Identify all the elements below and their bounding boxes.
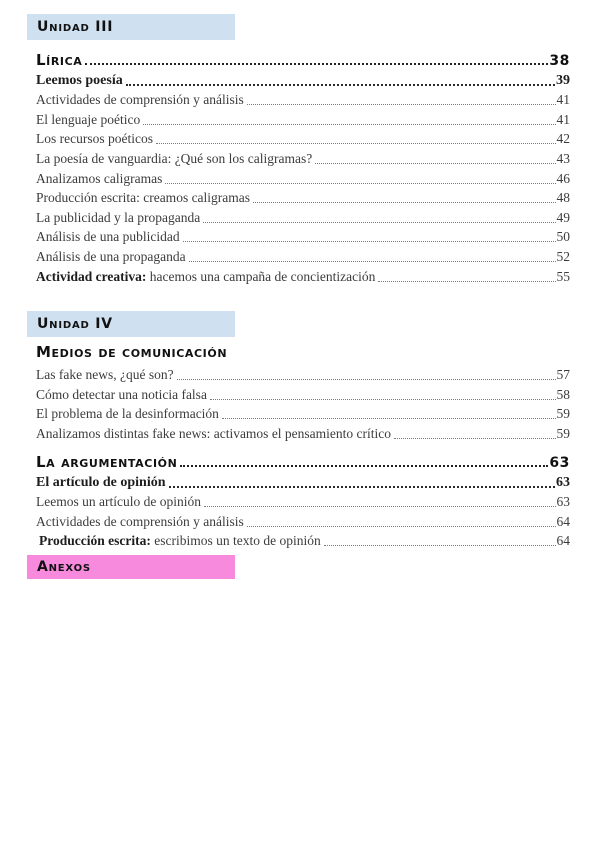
- toc-entry: [36, 510, 570, 530]
- toc-entry: [36, 422, 570, 442]
- toc-entry: [36, 265, 570, 285]
- toc-entry-page: 57: [556, 367, 570, 383]
- anexos-box-label: Anexos: [37, 559, 91, 576]
- dot-leader: [180, 465, 548, 467]
- unit-box-label: Unidad IV: [37, 315, 113, 332]
- dot-leader: [394, 438, 555, 439]
- unit-box-label: Unidad III: [37, 19, 114, 35]
- toc-entry-page: 46: [556, 170, 570, 186]
- unit-box-unidad-4: [27, 311, 235, 337]
- dot-leader: [189, 261, 556, 262]
- toc-entry-label: La poesía de vanguardia: ¿Qué son los caligramas?: [36, 150, 313, 166]
- toc-entry: [36, 147, 570, 167]
- dot-leader: [156, 143, 556, 144]
- toc-entry: [36, 167, 570, 187]
- toc-entry-page: 39: [556, 72, 570, 88]
- toc-entry-page: 49: [556, 209, 570, 225]
- dot-leader: [203, 222, 555, 223]
- toc-entry-page: 38: [549, 53, 570, 69]
- toc-entry: [36, 89, 570, 109]
- toc-entry: [36, 206, 570, 226]
- toc-entry-page: 64: [556, 513, 570, 529]
- toc-entry: [36, 226, 570, 246]
- dot-leader: [85, 63, 548, 65]
- toc-entry-label: Actividades de comprensión y análisis: [36, 513, 244, 529]
- toc-entry-page: 58: [556, 386, 570, 402]
- toc-entry-page: 64: [556, 533, 570, 549]
- toc-entry-label: Actividades de comprensión y análisis: [36, 92, 244, 108]
- toc-entry-page: 59: [556, 406, 570, 422]
- toc-entry-label: El problema de la desinformación: [36, 406, 219, 422]
- toc-entry: [36, 108, 570, 128]
- dot-leader: [169, 486, 555, 488]
- toc-entry: [36, 383, 570, 403]
- dot-leader: [247, 104, 556, 105]
- toc-entry-bold-prefix: Actividad creativa:: [36, 268, 147, 284]
- toc-entry-label: Análisis de una propaganda: [36, 248, 186, 264]
- toc-entry-page: 63: [556, 494, 570, 510]
- toc-entry-label: La publicidad y la propaganda: [36, 209, 201, 225]
- section-header-label: Medios de comunicación: [36, 342, 228, 361]
- toc-entry: [36, 128, 570, 148]
- toc-entry: [36, 403, 570, 423]
- toc-entry-page: 63: [549, 454, 570, 471]
- toc-entry-page: 43: [556, 150, 570, 166]
- toc-entry-rest: escribimos un texto de opinión: [154, 533, 321, 549]
- toc-entry-label: Análisis de una publicidad: [36, 229, 180, 245]
- toc-entry-page: 41: [556, 92, 570, 108]
- toc-entry-label: Las fake news, ¿qué son?: [36, 367, 174, 383]
- toc-entry-page: 52: [556, 248, 570, 264]
- toc-entry: [36, 449, 570, 471]
- toc-entry-label: Producción escrita: creamos caligramas: [36, 190, 251, 206]
- dot-leader: [165, 183, 555, 184]
- toc-entry: [36, 364, 570, 384]
- toc-entry-page: 41: [556, 111, 570, 127]
- dot-leader: [143, 124, 555, 125]
- dot-leader: [315, 163, 555, 164]
- dot-leader: [177, 379, 556, 380]
- toc-entry-label: Analizamos distintas fake news: activamos el pensamiento crítico: [36, 425, 392, 441]
- anexos-box: [27, 555, 235, 579]
- toc-entry-page: 48: [556, 190, 570, 206]
- dot-leader: [222, 418, 556, 419]
- toc-entry-label: El artículo de opinión: [36, 474, 166, 490]
- toc-entry: [36, 471, 570, 491]
- section-header: [36, 343, 570, 361]
- toc-entry-label: Leemos un artículo de opinión: [36, 494, 201, 510]
- toc-entry-label: La argumentación: [36, 452, 178, 471]
- dot-leader: [204, 506, 556, 507]
- toc-entry-label: Leemos poesía: [36, 72, 123, 88]
- toc-entry: [36, 69, 570, 89]
- toc-entry-page: 42: [556, 131, 570, 147]
- toc-entry: [36, 187, 570, 207]
- toc-entry-page: 50: [556, 229, 570, 245]
- toc-entry-label: [36, 269, 375, 285]
- dot-leader: [324, 545, 556, 546]
- toc-entry: [36, 491, 570, 511]
- toc-entry-bold-prefix: Producción escrita:: [39, 533, 151, 549]
- toc-entry-rest: hacemos una campaña de concientización: [149, 268, 376, 284]
- toc-entry: [36, 530, 570, 550]
- toc-entry-label: [39, 533, 321, 549]
- toc-entry-page: 63: [556, 474, 570, 490]
- toc-entry-label: Analizamos caligramas: [36, 170, 163, 186]
- dot-leader: [378, 281, 555, 282]
- toc-entry-label: Cómo detectar una noticia falsa: [36, 386, 207, 402]
- toc-entry: [36, 47, 570, 69]
- toc-entry-page: 55: [556, 268, 570, 284]
- dot-leader: [253, 202, 555, 203]
- toc-entry-label: Lírica: [36, 51, 83, 69]
- toc-entry-page: 59: [556, 425, 570, 441]
- toc-entry: [36, 245, 570, 265]
- dot-leader: [247, 526, 556, 527]
- dot-leader: [126, 84, 555, 86]
- unit-box-unidad-3: [27, 14, 235, 40]
- dot-leader: [210, 399, 556, 400]
- toc-entry-label: El lenguaje poético: [36, 111, 141, 127]
- toc-entry-label: Los recursos poéticos: [36, 131, 153, 147]
- dot-leader: [183, 241, 556, 242]
